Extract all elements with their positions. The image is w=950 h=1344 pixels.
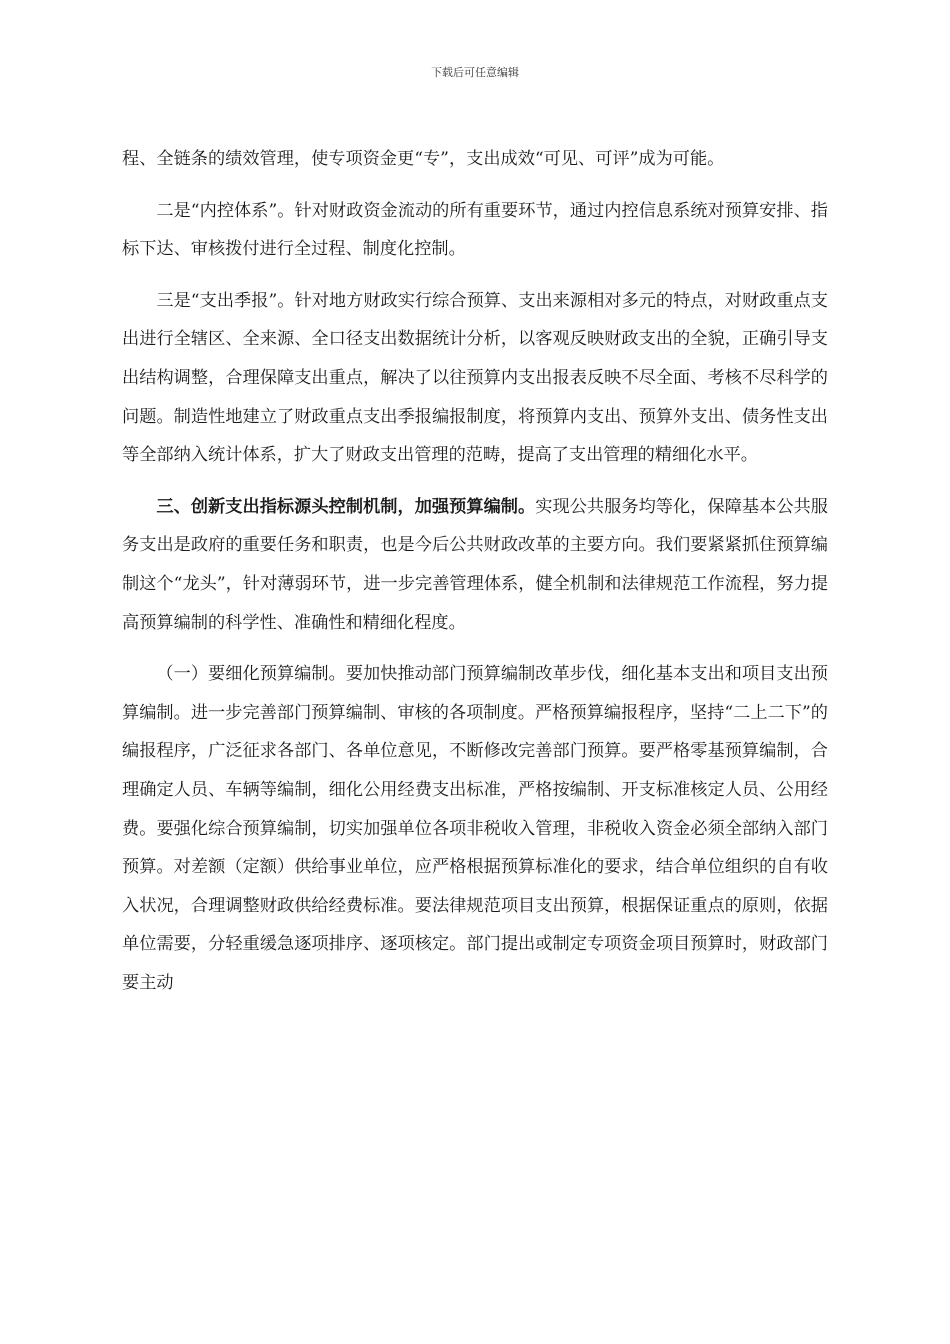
paragraph-section-three <box>122 488 828 642</box>
paragraph-refine-budget: （一）要细化预算编制。要加快推动部门预算编制改革步伐，细化基本支出和项目支出预算编制。进一步完善部门预算编制、审核的各项制度。严格预算编报程序，坚持“二上二下”的编报程序，广泛征求各部门、各单位意见，不断修改完善部门预算。要严格零基预算编制，合理确定人员、车辆等编制，细化公用经费支出标准，严格按编制、开支标准核定人员、公用经费。要强化综合预算编制，切实加强单位各项非税收入管理，非税收入资金必须全部纳入部门预算。对差额（定额）供给事业单位，应严格根据预算标准化的要求，结合单位组织的自有收入状况，合理调整财政供给经费标准。要法律规范项目支出预算，根据保证重点的原则，依据单位需要，分轻重缓急逐项排序、逐项核定。部门提出或制定专项资金项目预算时，财政部门要主动 <box>122 664 828 993</box>
section-body: 实现公共服务均等化，保障基本公共服务支出是政府的重要任务和职责，也是今后公共财政改革的主要方向。我们要紧紧抓住预算编制这个“龙头”，针对薄弱环节，进一步完善管理体系，健全机制和法律规范工作流程，努力提高预算编制的科学性、准确性和精细化程度。 <box>122 496 828 633</box>
section-heading: 三、创新支出指标源头控制机制，加强预算编制。 <box>156 496 536 517</box>
paragraph-continuation: 程、全链条的绩效管理，使专项资金更“专”，支出成效“可见、可评”成为可能。 <box>122 149 725 169</box>
document-body <box>122 140 828 1002</box>
paragraph-quarterly-report: 三是“支出季报”。针对地方财政实行综合预算、支出来源相对多元的特点，对财政重点支出进行全辖区、全来源、全口径支出数据统计分析，以客观反映财政支出的全貌，正确引导支出结构调整，合理保障支出重点，解决了以往预算内支出报表反映不尽全面、考核不尽科学的问题。制造性地建立了财政重点支出季报编报制度，将预算内支出、预算外支出、债务性支出等全部纳入统计体系，扩大了财政支出管理的范畴，提高了支出管理的精细化水平。 <box>122 290 828 466</box>
page-header: 下载后可任意编辑 <box>431 66 519 79</box>
paragraph-internal-control: 二是“内控体系”。针对财政资金流动的所有重要环节，通过内控信息系统对预算安排、指标下达、审核拨付进行全过程、制度化控制。 <box>122 200 828 260</box>
